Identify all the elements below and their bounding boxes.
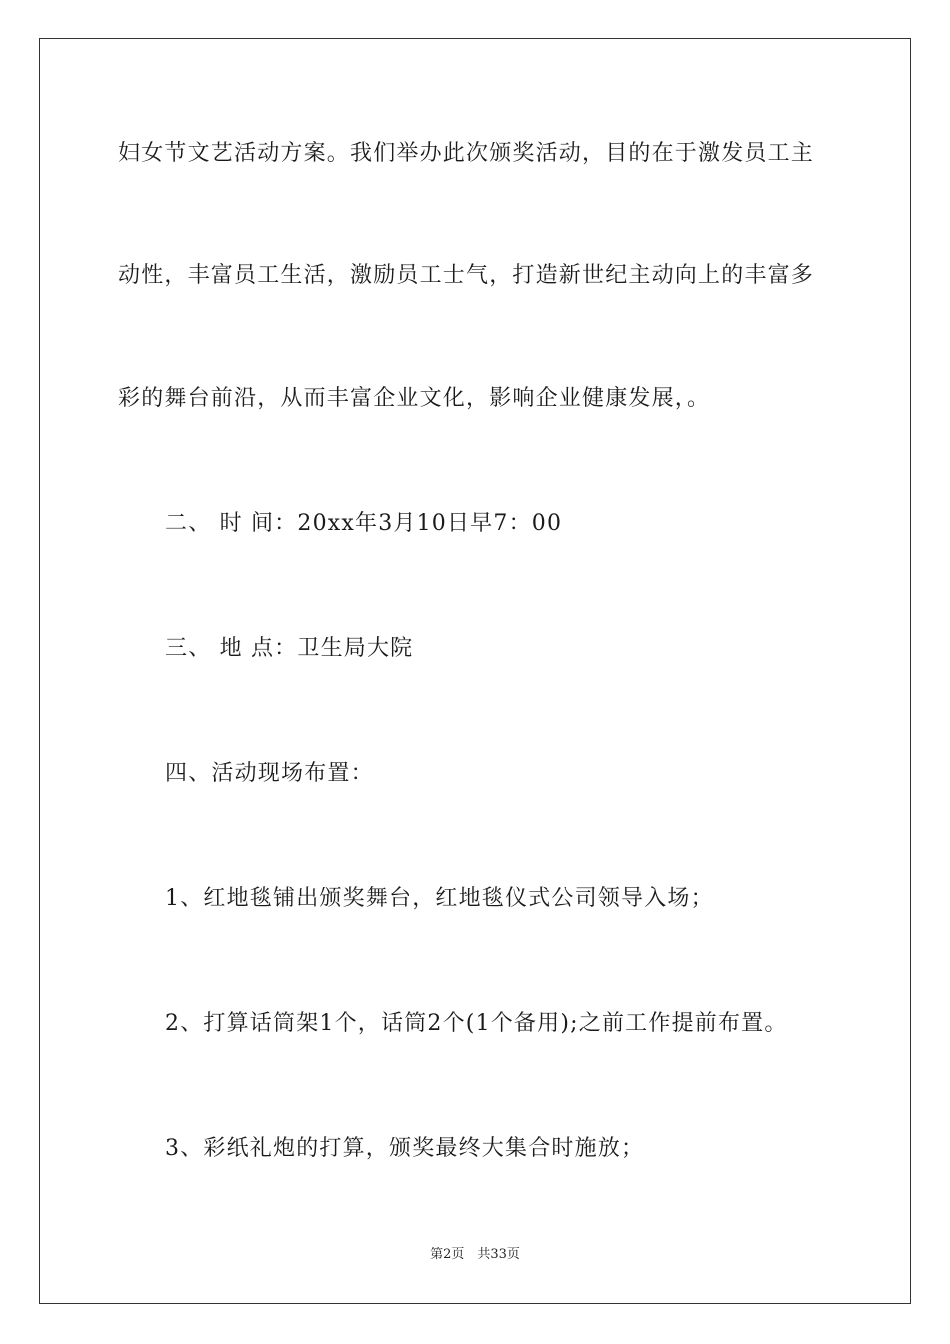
list-item: 2、打算话筒架1个，话筒2个(1个备用);之前工作提前布置。 — [165, 1011, 788, 1036]
page-border — [39, 38, 911, 1304]
section-location: 三、 地 点：卫生局大院 — [165, 636, 414, 661]
list-item: 1、红地毯铺出颁奖舞台，红地毯仪式公司领导入场； — [165, 886, 714, 911]
section-time: 二、 时 间：20xx年3月10日早7：00 — [165, 511, 563, 536]
list-item: 3、彩纸礼炮的打算，颁奖最终大集合时施放； — [165, 1136, 645, 1161]
body-text-line: 妇女节文艺活动方案。我们举办此次颁奖活动，目的在于激发员工主 — [118, 141, 815, 166]
section-heading-setup: 四、活动现场布置： — [165, 761, 374, 786]
body-text-line: 动性，丰富员工生活，激励员工士气，打造新世纪主动向上的丰富多 — [118, 263, 815, 288]
page-number-footer: 第2页 共33页 — [430, 1247, 520, 1262]
body-text-line: 彩的舞台前沿，从而丰富企业文化，影响企业健康发展，。 — [118, 386, 711, 411]
